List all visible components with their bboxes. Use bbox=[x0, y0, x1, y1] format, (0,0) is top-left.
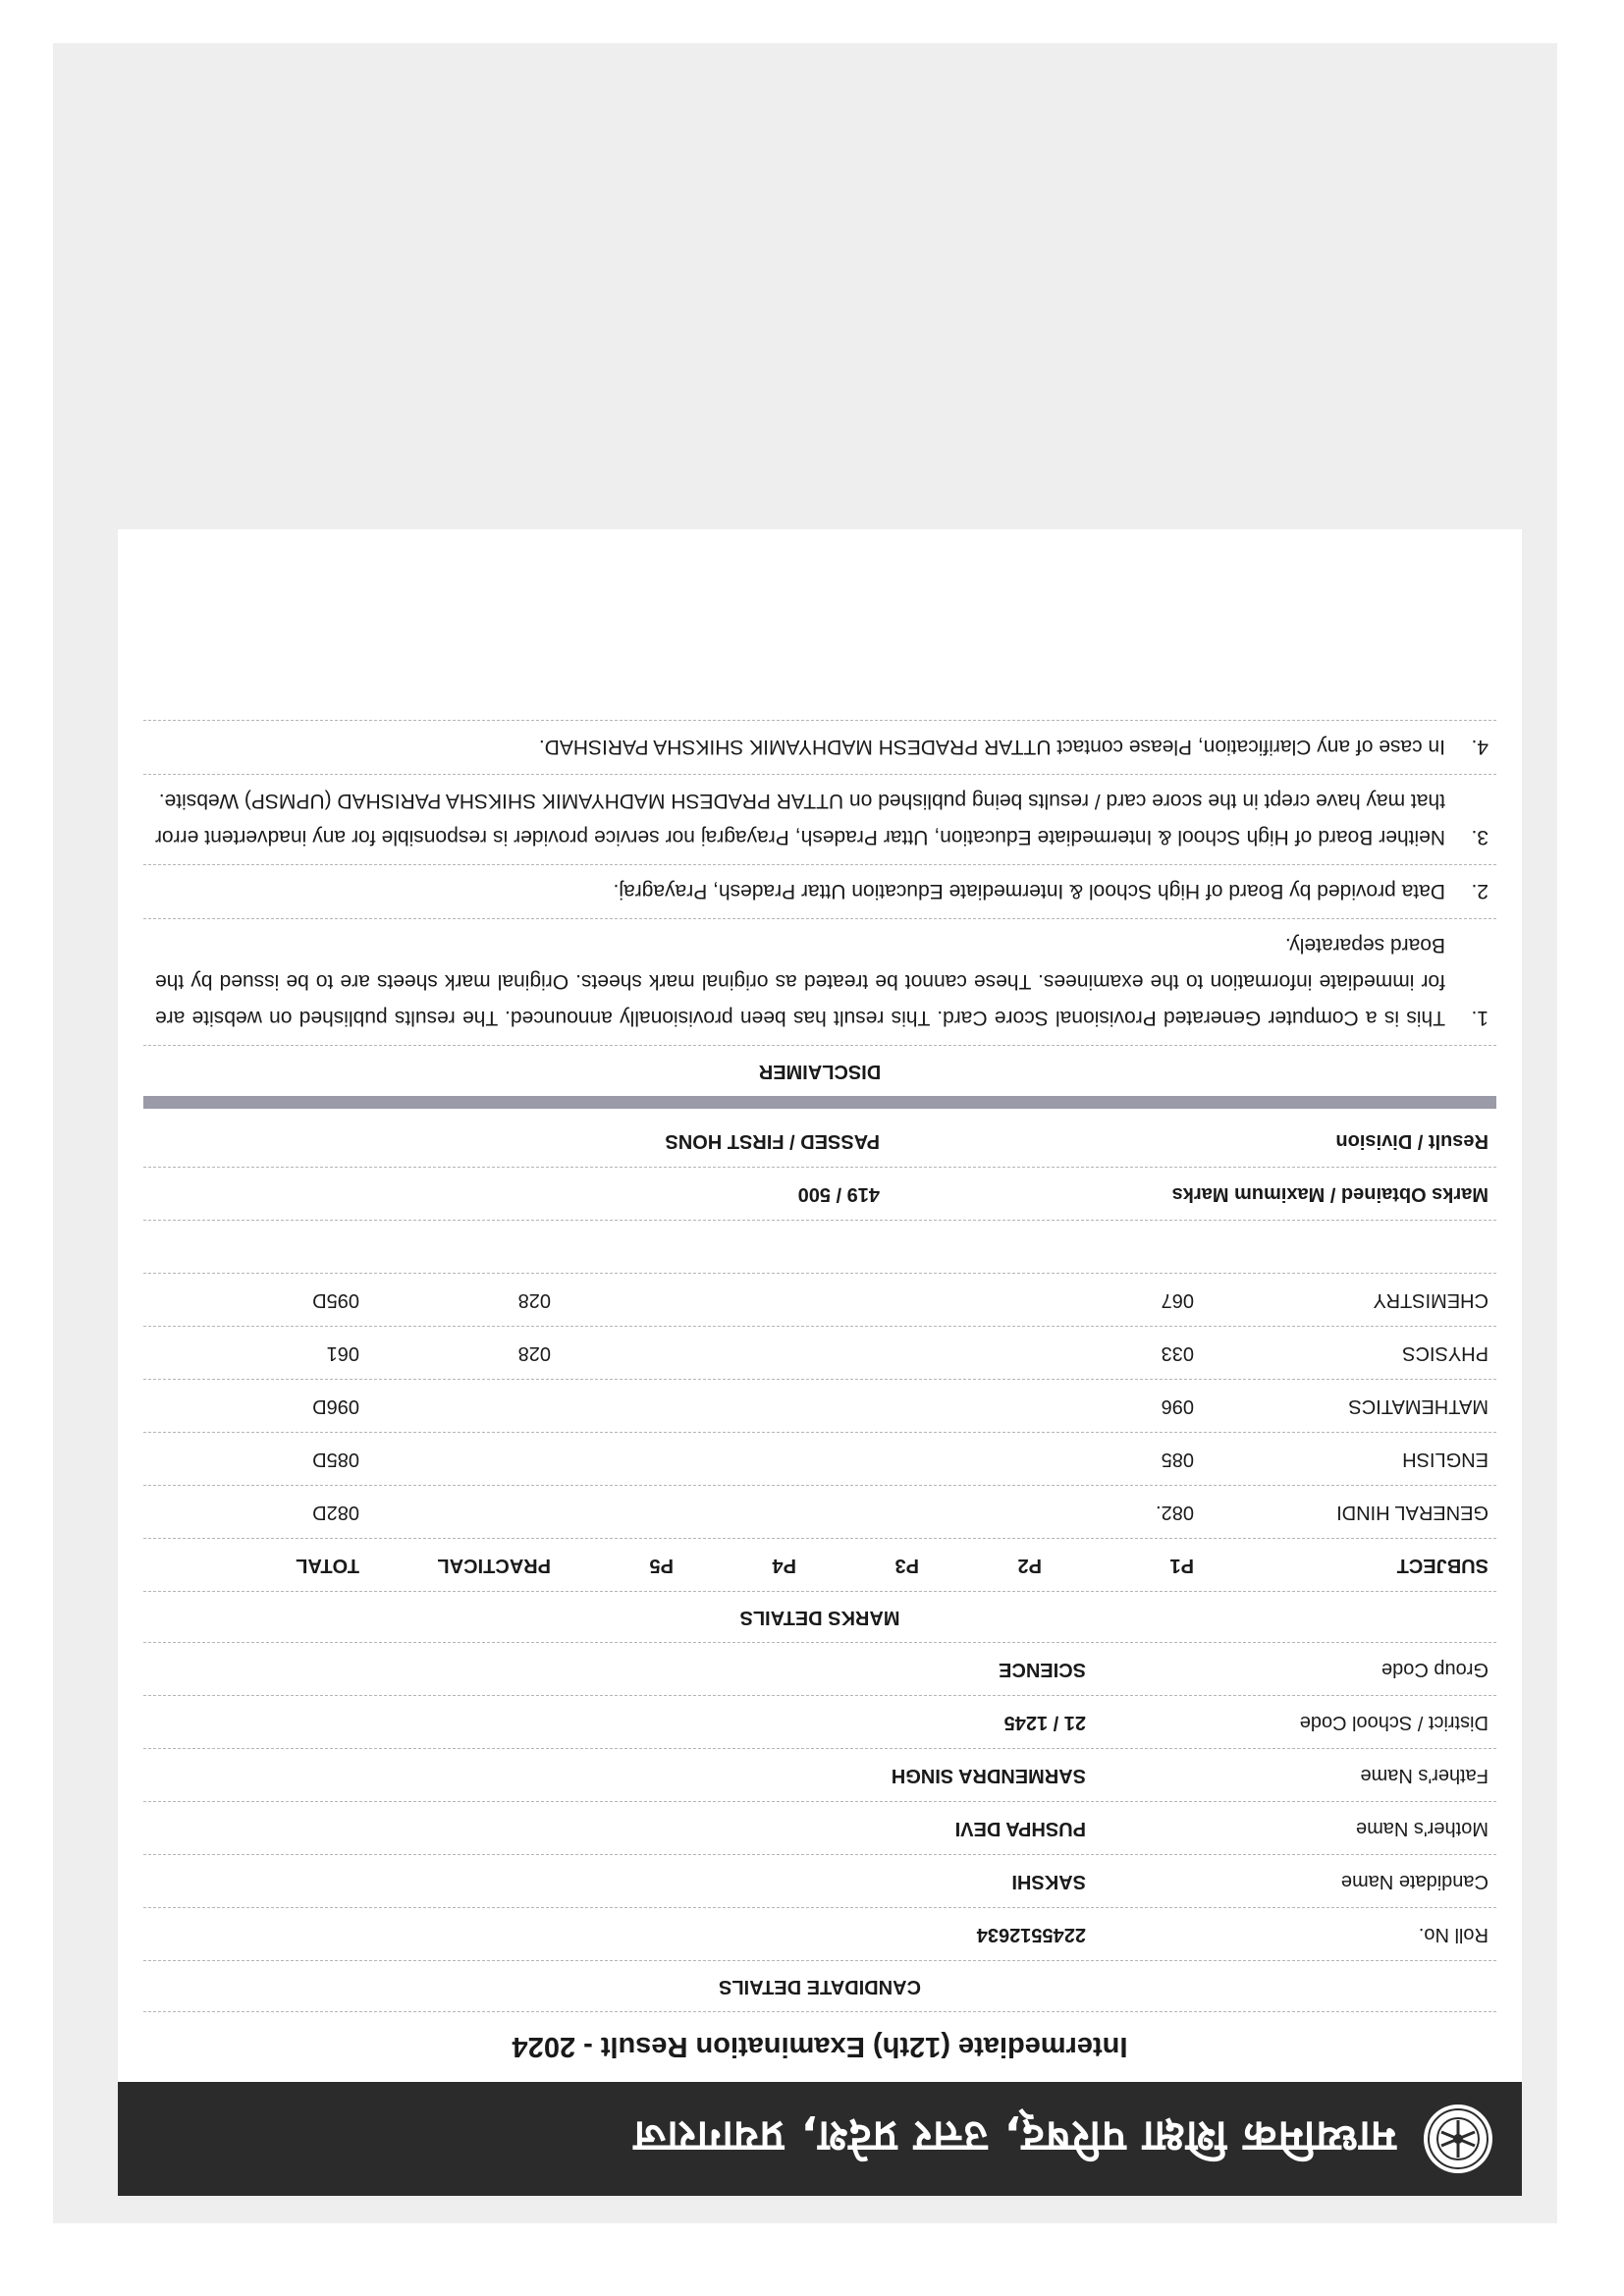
disclaimer-section bbox=[143, 720, 1496, 1096]
marks-blank-row bbox=[143, 1220, 1496, 1273]
table-row bbox=[143, 1379, 1496, 1432]
marks-obtained-row bbox=[143, 1167, 1496, 1220]
row-label: Roll No. bbox=[1418, 1924, 1489, 1945]
disclaimer-text: Neither Board of High School & Intermediate Education, Uttar Pradesh, Prayagraj nor service provider is responsible for any inadvertent error that may have crept in the score card / results being published on UTTAR PRADESH MADHYAMIK SHIKSHA PARISHAD (UPMSP) Website. bbox=[155, 790, 1445, 848]
cell-subject: PHYSICS bbox=[1402, 1342, 1489, 1364]
candidate-details-section bbox=[143, 1642, 1496, 2012]
disclaimer-heading: DISCLAIMER bbox=[143, 1045, 1496, 1096]
column-header: P1 bbox=[1169, 1555, 1194, 1576]
board-seal-icon bbox=[1422, 2103, 1494, 2175]
table-row bbox=[143, 1326, 1496, 1379]
row-label: Candidate Name bbox=[1340, 1871, 1489, 1892]
candidate-row-father bbox=[143, 1748, 1496, 1801]
table-row bbox=[143, 1273, 1496, 1326]
disclaimer-item bbox=[143, 864, 1496, 918]
board-name: माध्यमिक शिक्षा परिषद्, उत्तर प्रदेश, प्रयागराज bbox=[632, 2111, 1396, 2161]
marks-details-heading: MARKS DETAILS bbox=[143, 1591, 1496, 1642]
disclaimer-item bbox=[143, 774, 1496, 864]
cell-p1: 096 bbox=[1161, 1395, 1194, 1417]
row-label: District / School Code bbox=[1299, 1712, 1489, 1733]
table-row bbox=[143, 1432, 1496, 1485]
row-value: 21 / 1245 bbox=[1003, 1712, 1086, 1733]
score-card bbox=[118, 529, 1522, 2196]
row-value: PUSHPA DEVI bbox=[954, 1818, 1086, 1839]
disclaimer-list bbox=[143, 720, 1496, 1045]
disclaimer-text: Data provided by Board of High School & Intermediate Education Uttar Pradesh, Prayagraj. bbox=[613, 880, 1445, 902]
row-label: Mother's Name bbox=[1356, 1818, 1489, 1839]
row-label: Group Code bbox=[1381, 1659, 1489, 1680]
cell-total: 085D bbox=[312, 1449, 359, 1470]
row-label: Father's Name bbox=[1360, 1765, 1489, 1786]
cell-practical: 028 bbox=[517, 1342, 551, 1364]
disclaimer-text: In case of any Clarification, Please contact UTTAR PRADESH MADHYAMIK SHIKSHA PARISHAD. bbox=[538, 736, 1445, 758]
candidate-row-roll bbox=[143, 1907, 1496, 1960]
marks-details-section bbox=[143, 1096, 1496, 1642]
disclaimer-number: 2. bbox=[1471, 880, 1489, 902]
column-header: P4 bbox=[772, 1555, 796, 1576]
column-header: PRACTICAL bbox=[437, 1555, 551, 1576]
column-header: SUBJECT bbox=[1396, 1555, 1489, 1576]
candidate-row-school bbox=[143, 1695, 1496, 1748]
row-value: 2245512634 bbox=[976, 1924, 1086, 1945]
cell-total: 082D bbox=[312, 1502, 359, 1523]
result-division-value: PASSED / FIRST HONS bbox=[665, 1130, 880, 1152]
cell-total: 096D bbox=[312, 1395, 359, 1417]
cell-practical: 028 bbox=[517, 1289, 551, 1311]
disclaimer-number: 3. bbox=[1471, 826, 1489, 848]
table-row bbox=[143, 1485, 1496, 1538]
header-banner bbox=[118, 2082, 1522, 2196]
cell-total: 095D bbox=[312, 1289, 359, 1311]
marks-table bbox=[143, 1220, 1496, 1591]
column-header: P5 bbox=[649, 1555, 674, 1576]
cell-p1: 082. bbox=[1156, 1502, 1194, 1523]
column-header: P2 bbox=[1017, 1555, 1042, 1576]
marks-header-row bbox=[143, 1538, 1496, 1591]
disclaimer-text: This is a Computer Generated Provisional Score Card. This result has been provisionally announced. The results published on website are for immediate information to the examinees. These cannot be treated as original mark sheets. Original mark sheets are to be issued by the Board separately. bbox=[155, 934, 1445, 1029]
disclaimer-number: 1. bbox=[1471, 1007, 1489, 1029]
column-header: P3 bbox=[894, 1555, 919, 1576]
cell-subject: CHEMISTRY bbox=[1373, 1289, 1489, 1311]
cell-p1: 085 bbox=[1161, 1449, 1194, 1470]
row-value: SCIENCE bbox=[999, 1659, 1086, 1680]
cell-p1: 067 bbox=[1161, 1289, 1194, 1311]
candidate-row-group bbox=[143, 1642, 1496, 1695]
marks-body bbox=[143, 1273, 1496, 1538]
disclaimer-item bbox=[143, 918, 1496, 1045]
section-divider bbox=[143, 1096, 1496, 1109]
marks-obtained-label: Marks Obtained / Maximum Marks bbox=[1171, 1183, 1489, 1205]
candidate-row-mother bbox=[143, 1801, 1496, 1854]
disclaimer-item bbox=[143, 720, 1496, 774]
cell-subject: GENERAL HINDI bbox=[1336, 1502, 1489, 1523]
result-division-row bbox=[143, 1115, 1496, 1167]
candidate-details-heading: CANDIDATE DETAILS bbox=[143, 1960, 1496, 2012]
result-division-label: Result / Division bbox=[1335, 1130, 1489, 1152]
candidate-row-name bbox=[143, 1854, 1496, 1907]
cell-p1: 033 bbox=[1161, 1342, 1194, 1364]
cell-subject: ENGLISH bbox=[1402, 1449, 1489, 1470]
cell-total: 061 bbox=[326, 1342, 359, 1364]
result-title: Intermediate (12th) Examination Result - 2024 bbox=[512, 2031, 1128, 2062]
column-header: TOTAL bbox=[296, 1555, 359, 1576]
row-value: SARMENDRA SINGH bbox=[891, 1765, 1086, 1786]
row-value: SAKSHI bbox=[1011, 1871, 1086, 1892]
cell-subject: MATHEMATICS bbox=[1348, 1395, 1489, 1417]
marks-obtained-value: 419 / 500 bbox=[797, 1183, 880, 1205]
disclaimer-number: 4. bbox=[1471, 736, 1489, 758]
